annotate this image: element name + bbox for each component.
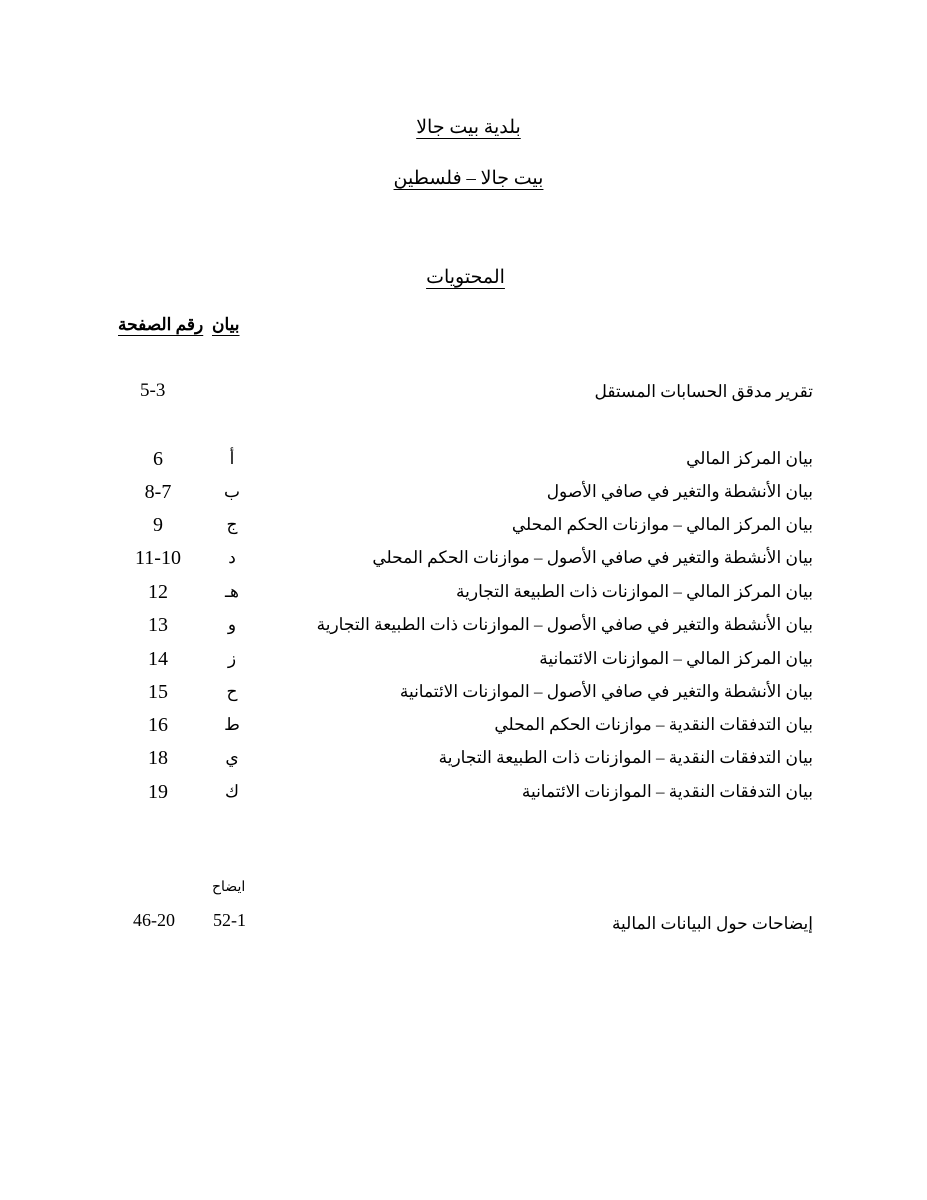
column-header-statement: بيان [212,315,240,334]
row-desc: بيان التدفقات النقدية – موازنات الحكم المحلي [494,715,813,734]
row-desc: بيان التدفقات النقدية – الموازنات الائتمانية [521,782,813,801]
row-letter: ح [226,682,238,701]
row-desc: بيان المركز المالي – الموازنات ذات الطبيعة التجارية [456,582,813,601]
row-pages: 12 [148,581,168,603]
row-desc: بيان المركز المالي – موازنات الحكم المحلي [511,515,813,534]
row-pages: 11-10 [135,547,181,569]
row-letter: ك [224,782,239,801]
row-letter: د [228,548,236,567]
row-desc: بيان المركز المالي [686,449,813,468]
row-letter: ب [223,482,240,501]
row-pages: 14 [148,648,168,670]
row-pages: 18 [148,747,168,769]
notes-pages: 46-20 [133,910,175,930]
notes-desc: إيضاحات حول البيانات المالية [611,914,813,933]
row-pages: 6 [153,448,163,470]
row-desc: بيان المركز المالي – الموازنات الائتمانية [539,649,813,668]
location-title: بيت جالا – فلسطين [393,168,544,189]
row-letter: ج [226,515,238,534]
row-letter: هـ [225,582,239,601]
column-header-page-no: رقم الصفحة [118,315,204,334]
auditor-desc: تقرير مدقق الحسابات المستقل [594,382,813,401]
row-letter: ي [225,748,239,767]
row-desc: بيان الأنشطة والتغير في صافي الأصول [546,482,813,501]
row-desc: بيان الأنشطة والتغير في صافي الأصول – الموازنات ذات الطبيعة التجارية [316,615,813,634]
row-desc: بيان الأنشطة والتغير في صافي الأصول – الموازنات الائتمانية [399,682,813,701]
row-letter: ز [227,649,237,668]
contents-title: المحتويات [426,267,505,288]
row-pages: 8-7 [144,481,172,503]
row-pages: 9 [153,514,163,536]
row-pages: 13 [148,614,168,636]
row-letter: و [227,615,237,634]
row-desc: بيان التدفقات النقدية – الموازنات ذات الطبيعة التجارية [438,748,813,767]
notes-range: 52-1 [213,910,246,930]
row-pages: 19 [148,781,168,803]
row-pages: 15 [148,681,168,703]
auditor-pages: 5-3 [140,380,166,401]
org-title: بلدية بيت جالا [416,117,521,138]
row-letter: أ [229,449,235,468]
row-desc: بيان الأنشطة والتغير في صافي الأصول – موازنات الحكم المحلي [372,548,813,567]
notes-label: ايضاح [212,880,246,895]
row-letter: ط [224,715,240,734]
row-pages: 16 [148,714,168,736]
